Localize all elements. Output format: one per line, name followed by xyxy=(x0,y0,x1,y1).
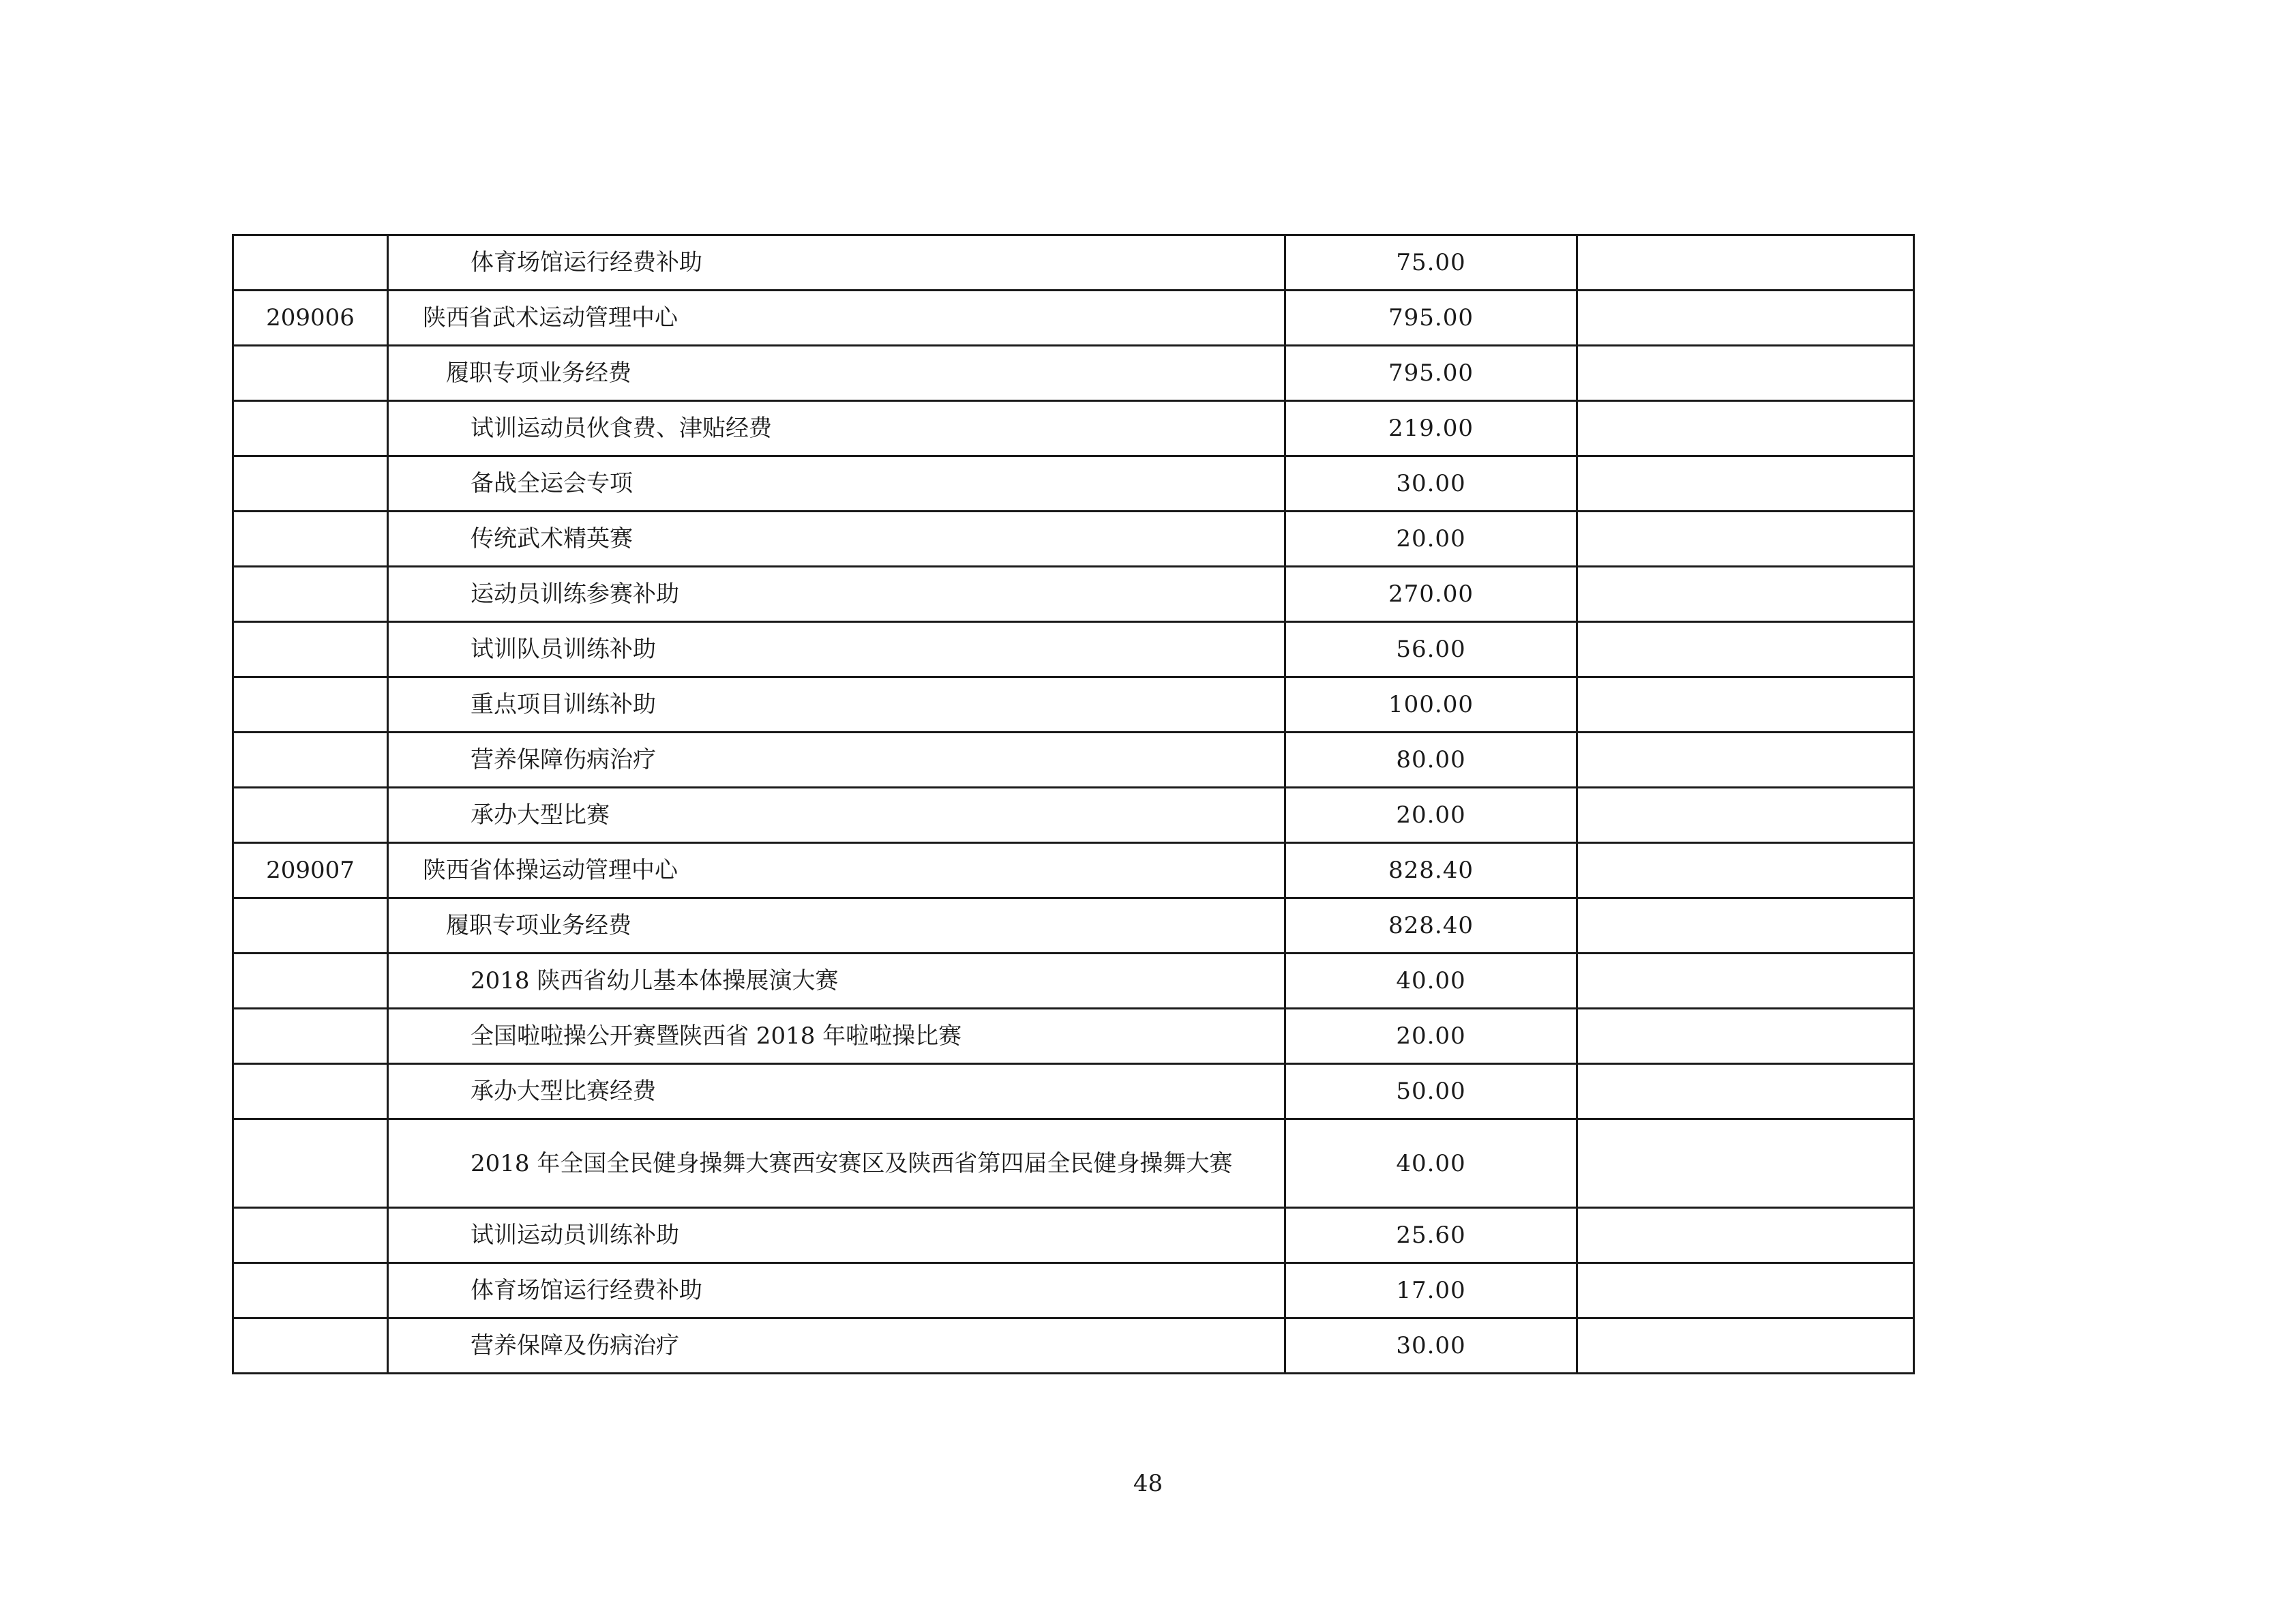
amount-cell: 828.40 xyxy=(1285,898,1577,954)
amount-cell: 20.00 xyxy=(1285,512,1577,567)
table-row xyxy=(233,235,1914,291)
amount-cell: 56.00 xyxy=(1285,622,1577,677)
project-name-cell xyxy=(388,567,1285,622)
project-code-cell xyxy=(233,567,388,622)
table-row xyxy=(233,346,1914,401)
note-cell xyxy=(1577,1263,1914,1318)
project-code-cell xyxy=(233,622,388,677)
project-code-cell xyxy=(233,512,388,567)
note-cell xyxy=(1577,843,1914,898)
project-name-cell xyxy=(388,1009,1285,1064)
project-name-text: 履职专项业务经费 xyxy=(446,912,631,939)
table-body xyxy=(233,235,1914,1374)
project-name-text: 承办大型比赛 xyxy=(471,801,610,829)
note-cell xyxy=(1577,512,1914,567)
note-cell xyxy=(1577,401,1914,456)
project-code-cell xyxy=(233,456,388,512)
note-cell xyxy=(1577,898,1914,954)
note-cell xyxy=(1577,954,1914,1009)
note-cell xyxy=(1577,1318,1914,1374)
amount-cell: 75.00 xyxy=(1285,235,1577,291)
amount-cell: 40.00 xyxy=(1285,1119,1577,1208)
project-name-cell xyxy=(388,1119,1285,1208)
amount-cell: 30.00 xyxy=(1285,456,1577,512)
project-name-text: 陕西省武术运动管理中心 xyxy=(423,304,678,331)
project-name-cell xyxy=(388,235,1285,291)
project-code-cell xyxy=(233,898,388,954)
project-name-cell xyxy=(388,1208,1285,1263)
project-name-text: 2018 陕西省幼儿基本体操展演大赛 xyxy=(471,967,839,994)
project-name-cell xyxy=(388,1064,1285,1119)
project-name-text: 备战全运会专项 xyxy=(471,470,633,497)
amount-cell: 17.00 xyxy=(1285,1263,1577,1318)
project-name-cell xyxy=(388,291,1285,346)
project-code-cell xyxy=(233,1064,388,1119)
project-code-cell xyxy=(233,733,388,788)
project-name-text: 体育场馆运行经费补助 xyxy=(471,1277,702,1304)
project-name-cell xyxy=(388,677,1285,733)
project-name-cell xyxy=(388,512,1285,567)
project-name-text: 试训队员训练补助 xyxy=(471,636,656,663)
amount-cell: 795.00 xyxy=(1285,291,1577,346)
project-name-text: 重点项目训练补助 xyxy=(471,691,656,718)
project-name-text: 陕西省体操运动管理中心 xyxy=(423,857,678,884)
project-name-cell xyxy=(388,1318,1285,1374)
note-cell xyxy=(1577,1208,1914,1263)
note-cell xyxy=(1577,1064,1914,1119)
amount-cell: 80.00 xyxy=(1285,733,1577,788)
project-code-cell xyxy=(233,1263,388,1318)
project-name-text: 试训运动员伙食费、津贴经费 xyxy=(471,415,772,442)
table-row xyxy=(233,1009,1914,1064)
table-row xyxy=(233,512,1914,567)
amount-cell: 20.00 xyxy=(1285,1009,1577,1064)
note-cell xyxy=(1577,291,1914,346)
page-number: 48 xyxy=(1133,1470,1163,1497)
project-code-cell xyxy=(233,1119,388,1208)
budget-table xyxy=(232,234,1915,1374)
note-cell xyxy=(1577,1009,1914,1064)
amount-cell: 219.00 xyxy=(1285,401,1577,456)
note-cell xyxy=(1577,1119,1914,1208)
project-code-cell xyxy=(233,1009,388,1064)
table-row xyxy=(233,1119,1914,1208)
table-row xyxy=(233,954,1914,1009)
amount-cell: 25.60 xyxy=(1285,1208,1577,1263)
project-name-text: 履职专项业务经费 xyxy=(446,359,631,387)
table-row xyxy=(233,677,1914,733)
project-code-cell xyxy=(233,677,388,733)
table-row xyxy=(233,1208,1914,1263)
project-name-cell xyxy=(388,788,1285,843)
project-code-cell xyxy=(233,401,388,456)
note-cell xyxy=(1577,733,1914,788)
project-code-cell xyxy=(233,954,388,1009)
table-row xyxy=(233,456,1914,512)
note-cell xyxy=(1577,456,1914,512)
note-cell xyxy=(1577,788,1914,843)
project-code-cell xyxy=(233,1208,388,1263)
amount-cell: 20.00 xyxy=(1285,788,1577,843)
project-name-cell xyxy=(388,954,1285,1009)
note-cell xyxy=(1577,567,1914,622)
project-name-text: 传统武术精英赛 xyxy=(471,525,633,552)
project-code-cell xyxy=(233,1318,388,1374)
note-cell xyxy=(1577,235,1914,291)
project-name-cell xyxy=(388,898,1285,954)
project-name-cell xyxy=(388,1263,1285,1318)
project-name-text: 试训运动员训练补助 xyxy=(471,1222,679,1249)
table-row xyxy=(233,843,1914,898)
table-row xyxy=(233,1263,1914,1318)
table-row xyxy=(233,567,1914,622)
table-row xyxy=(233,733,1914,788)
table-row xyxy=(233,622,1914,677)
project-name-cell xyxy=(388,843,1285,898)
project-name-cell xyxy=(388,456,1285,512)
table-row xyxy=(233,1064,1914,1119)
project-name-text: 2018 年全国全民健身操舞大赛西安赛区及陕西省第四届全民健身操舞大赛 xyxy=(471,1149,1233,1177)
table-row xyxy=(233,401,1914,456)
project-name-text: 体育场馆运行经费补助 xyxy=(471,249,702,276)
project-name-cell xyxy=(388,733,1285,788)
project-code-cell xyxy=(233,788,388,843)
amount-cell: 50.00 xyxy=(1285,1064,1577,1119)
project-name-text: 运动员训练参赛补助 xyxy=(471,580,679,608)
project-name-text: 全国啦啦操公开赛暨陕西省 2018 年啦啦操比赛 xyxy=(471,1022,962,1050)
amount-cell: 100.00 xyxy=(1285,677,1577,733)
note-cell xyxy=(1577,622,1914,677)
project-name-cell xyxy=(388,622,1285,677)
project-code-cell: 209006 xyxy=(233,291,388,346)
note-cell xyxy=(1577,346,1914,401)
project-name-cell xyxy=(388,401,1285,456)
project-code-cell xyxy=(233,235,388,291)
table-row xyxy=(233,788,1914,843)
amount-cell: 795.00 xyxy=(1285,346,1577,401)
project-name-text: 承办大型比赛经费 xyxy=(471,1078,656,1105)
amount-cell: 828.40 xyxy=(1285,843,1577,898)
project-name-text: 营养保障伤病治疗 xyxy=(471,746,656,773)
project-code-cell: 209007 xyxy=(233,843,388,898)
amount-cell: 270.00 xyxy=(1285,567,1577,622)
note-cell xyxy=(1577,677,1914,733)
table-row xyxy=(233,898,1914,954)
project-code-cell xyxy=(233,346,388,401)
amount-cell: 30.00 xyxy=(1285,1318,1577,1374)
table-row xyxy=(233,1318,1914,1374)
table-row xyxy=(233,291,1914,346)
project-name-text: 营养保障及伤病治疗 xyxy=(471,1332,679,1359)
amount-cell: 40.00 xyxy=(1285,954,1577,1009)
project-name-cell xyxy=(388,346,1285,401)
